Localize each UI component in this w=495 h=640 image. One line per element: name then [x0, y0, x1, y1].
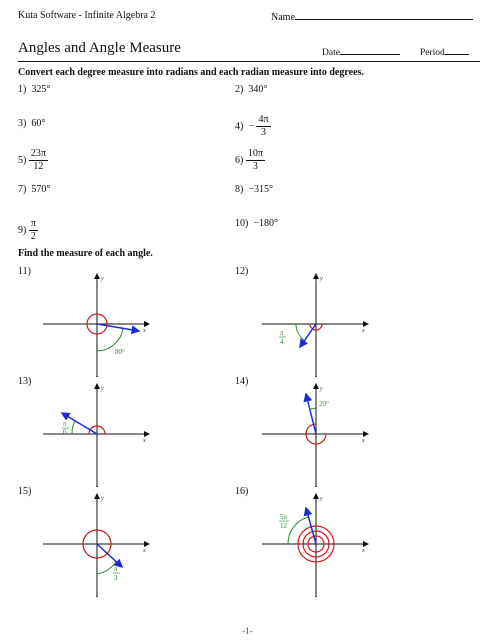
period-label: Period [420, 48, 445, 58]
problem-13-number: 13) [18, 376, 32, 387]
x-axis-label: x [362, 328, 365, 334]
date-blank[interactable] [340, 45, 400, 55]
period-field[interactable] [420, 45, 469, 58]
angle-label-denominator: 6 [63, 428, 67, 436]
fraction: $\frac{\pi}{2}$ [30, 218, 36, 242]
publisher-text: Kuta Software - Infinite Algebra 2 [18, 10, 156, 21]
angle-diagram-13 [43, 382, 153, 487]
y-axis-label: y [101, 386, 104, 392]
angle-label-denominator: 4 [280, 338, 284, 346]
terminal-ray [97, 544, 122, 567]
problem-4: 4) − $\frac{4\pi}{3}$ [235, 114, 269, 138]
terminal-ray [62, 413, 97, 434]
problem-15-number: 15) [18, 486, 32, 497]
y-axis-label: y [320, 276, 323, 282]
angle-label-denominator: 12 [280, 522, 287, 530]
reference-angle-arc [72, 421, 75, 434]
problem-7: 7) 570° [18, 184, 51, 195]
date-field[interactable] [322, 45, 400, 58]
angle-label: 80° [115, 348, 125, 356]
problem-16-number: 16) [235, 486, 249, 497]
problem-5: 5) $\frac{23\pi}{12}$ [18, 148, 46, 172]
angle-label: 20° [319, 400, 329, 408]
angle-diagram-16 [262, 492, 372, 597]
x-axis-label: x [362, 438, 365, 444]
angle-label-numerator: π [280, 329, 284, 337]
fraction: $\frac{10\pi}{3}$ [247, 148, 263, 172]
instructions-convert: Convert each degree measure into radians and each radian measure into degrees. [18, 67, 364, 78]
date-label: Date [322, 48, 340, 58]
angle-label-numerator: 5π [280, 513, 288, 521]
x-axis-label: x [143, 328, 146, 334]
problem-2: 2) 340° [235, 84, 268, 95]
name-label: Name [271, 12, 295, 23]
angle-label-denominator: 3 [114, 574, 118, 582]
terminal-ray [97, 324, 139, 331]
problem-6: 6) $\frac{10\pi}{3}$ [235, 148, 263, 172]
problem-8: 8) −315° [235, 184, 273, 195]
problem-10: 10) −180° [235, 218, 278, 229]
y-axis-label: y [320, 496, 323, 502]
angle-label-numerator: π [63, 420, 67, 428]
angle-label-numerator: π [114, 565, 118, 573]
instructions-find: Find the measure of each angle. [18, 248, 153, 259]
problem-3: 3) 60° [18, 118, 46, 129]
y-axis-label: y [101, 496, 104, 502]
problem-14-number: 14) [235, 376, 249, 387]
y-axis-label: y [320, 386, 323, 392]
y-axis-label: y [101, 276, 104, 282]
name-blank[interactable] [295, 10, 473, 20]
problem-1: 1) 325° [18, 84, 51, 95]
terminal-ray [300, 324, 316, 347]
x-axis-label: x [143, 438, 146, 444]
fraction: $\frac{4\pi}{3}$ [258, 114, 269, 138]
worksheet-title: Angles and Angle Measure [18, 40, 181, 56]
problem-12-number: 12) [235, 266, 249, 277]
period-blank[interactable] [445, 45, 469, 55]
x-axis-label: x [143, 548, 146, 554]
header-rule [18, 61, 480, 62]
name-field[interactable] [271, 10, 473, 23]
angle-diagram-14 [262, 382, 372, 487]
x-axis-label: x [362, 548, 365, 554]
angle-diagram-12 [262, 272, 372, 377]
fraction: $\frac{23\pi}{12}$ [30, 148, 46, 172]
problem-9: 9) $\frac{\pi}{2}$ [18, 218, 36, 242]
reference-angle-arc [296, 324, 304, 340]
problem-11-number: 11) [18, 266, 31, 277]
angle-diagram-11 [43, 272, 153, 377]
angle-diagram-15 [43, 492, 153, 597]
page-number: -1- [242, 626, 253, 636]
